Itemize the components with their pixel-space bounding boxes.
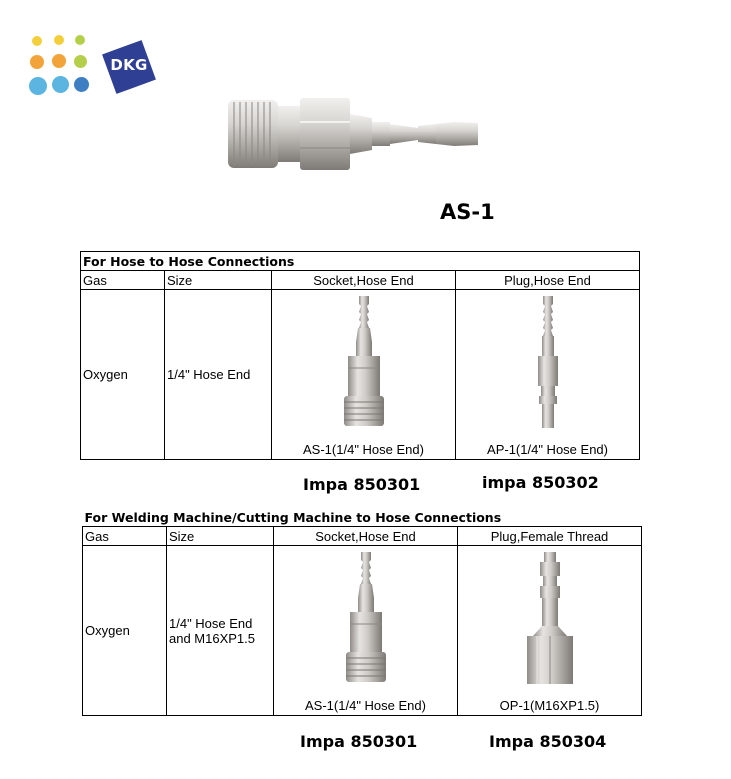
logo-dot: [52, 54, 66, 68]
plug-image-cell: [456, 290, 640, 460]
logo-dot: [52, 76, 69, 93]
logo-dot: [74, 77, 89, 92]
gas-cell: Oxygen: [81, 290, 165, 460]
column-header-socket: Socket,Hose End: [272, 271, 456, 290]
table-title: For Hose to Hose Connections: [81, 252, 640, 271]
plug-image: [515, 552, 585, 694]
impa-code-socket: Impa 850301: [303, 475, 421, 494]
socket-image-cell: [272, 290, 456, 460]
socket-caption: AS-1(1/4" Hose End): [303, 442, 424, 457]
column-header-size: Size: [167, 527, 274, 546]
plug-image-cell: [458, 546, 642, 716]
table-title: For Welding Machine/Cutting Machine to Hose Connections: [83, 508, 642, 527]
hose-to-hose-table: [80, 251, 640, 460]
logo-dot: [74, 55, 87, 68]
logo-dot: [32, 36, 42, 46]
plug-caption: AP-1(1/4" Hose End): [487, 442, 608, 457]
column-header-plug: Plug,Hose End: [456, 271, 640, 290]
product-model: AS-1: [440, 200, 495, 224]
logo-dot: [30, 55, 44, 69]
logo-dot: [75, 35, 85, 45]
hero-product-image: [222, 88, 490, 178]
plug-caption: OP-1(M16XP1.5): [499, 698, 600, 713]
impa-code-plug: impa 850302: [482, 473, 599, 492]
impa-code-plug: Impa 850304: [489, 732, 607, 751]
logo-dot: [29, 77, 47, 95]
column-header-plug: Plug,Female Thread: [458, 527, 642, 546]
socket-image: [336, 552, 396, 694]
column-header-socket: Socket,Hose End: [274, 527, 458, 546]
socket-image-cell: [274, 546, 458, 716]
impa-code-socket: Impa 850301: [300, 732, 418, 751]
socket-caption: AS-1(1/4" Hose End): [305, 698, 426, 713]
column-header-size: Size: [165, 271, 272, 290]
size-line: and M16XP1.5: [169, 630, 256, 646]
column-header-gas: Gas: [81, 271, 165, 290]
size-line: 1/4" Hose End: [169, 615, 253, 631]
size-cell: [165, 290, 272, 460]
size-cell: [167, 546, 274, 716]
column-header-gas: Gas: [83, 527, 167, 546]
welding-machine-table: [82, 508, 642, 716]
size-line: 1/4" Hose End: [167, 367, 251, 382]
plug-image: [528, 296, 568, 438]
brand-badge: [104, 42, 154, 92]
brand-logo-text: DKG: [110, 56, 148, 74]
gas-cell: Oxygen: [83, 546, 167, 716]
socket-image: [334, 296, 394, 438]
logo-dot: [54, 35, 64, 45]
